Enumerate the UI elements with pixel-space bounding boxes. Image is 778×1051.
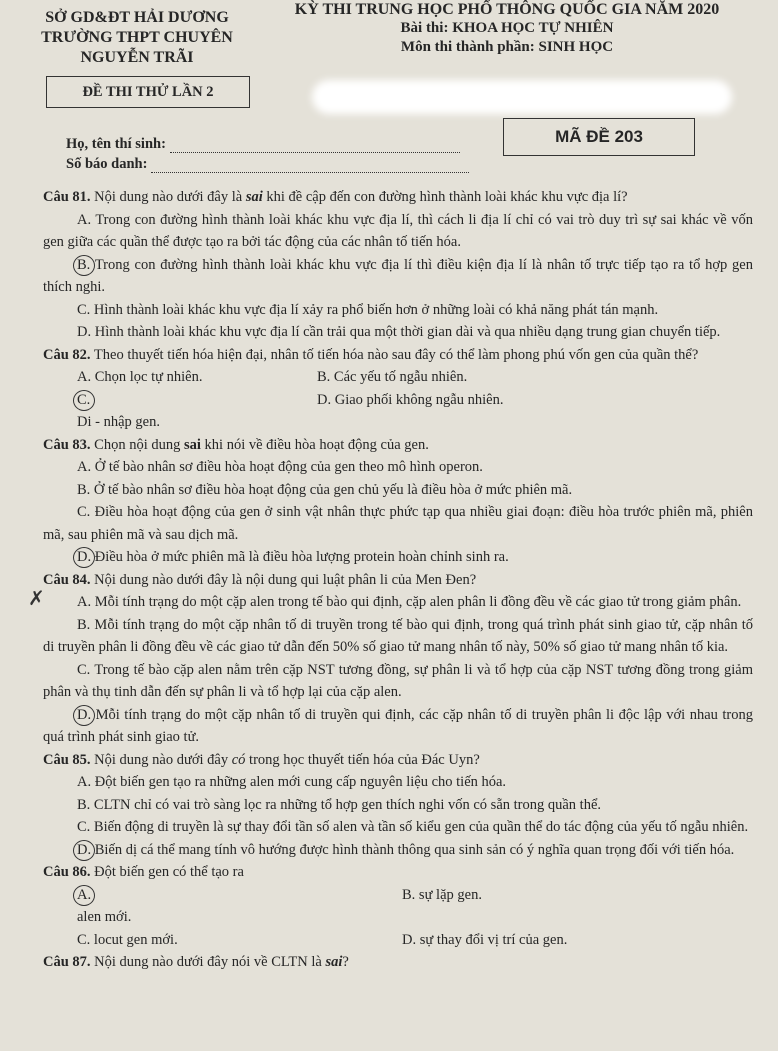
redaction-blur <box>312 80 732 114</box>
question-83-option-b: B. Ở tế bào nhân sơ điều hòa hoạt động của gen chủ yếu là điều hòa ở mức phiên mã. <box>77 481 573 498</box>
exam-code-box: MÃ ĐỀ 203 <box>503 118 695 156</box>
exam-subject: Môn thi thành phần: SINH HỌC <box>400 39 614 55</box>
question-81: Câu 81. Nội dung nào dưới đây là sai khi đề cập đến con đường hình thành loài khác khu vực địa lí? <box>43 189 628 205</box>
question-83-option-c: C. Điều hòa hoạt động của gen ở sinh vật nhân thực phức tạp qua nhiều giai đoạn: điều hòa trước phiên mã, phiên mã, sau phiên mã và sau dịch mã. <box>43 504 753 543</box>
question-83-option-a: A. Ở tế bào nhân sơ điều hòa hoạt động của gen theo mô hình operon. <box>77 459 483 475</box>
question-82-option-d: D. Giao phối không ngẫu nhiên. <box>317 391 504 408</box>
candidate-name-blank <box>170 138 460 153</box>
candidate-id-line <box>66 156 469 173</box>
question-82-option-b: B. Các yếu tố ngẫu nhiên. <box>317 369 468 385</box>
school-name-2: NGUYỄN TRÃI <box>80 49 194 66</box>
issuer-header <box>22 8 252 68</box>
question-84-option-d: D. Mỗi tính trạng do một cặp nhân tố di truyền qui định, các cặp nhân tố di truyền phân li độc lập với nhau trong quá trình phát sinh giao tử. <box>43 704 753 749</box>
question-84-option-a: A. Mỗi tính trạng do một cặp alen trong tế bào qui định, cặp alen phân li đồng đều về các giao tử trong giảm phân. <box>77 594 742 610</box>
question-86-option-d: D. sự thay đổi vị trí của gen. <box>402 931 568 948</box>
question-81-option-a: A. Trong con đường hình thành loài khác khu vực địa lí, thì cách li địa lí chỉ có vai trò duy trì sự sai khác về vốn gen giữa các quần thể được tạo ra bởi tác động của các nhân tố tiến hóa. <box>43 211 753 250</box>
question-86: Câu 86. Đột biến gen có thể tạo ra <box>43 864 244 880</box>
answer-circle-icon: D. <box>77 704 91 727</box>
exam-header <box>262 0 752 57</box>
question-83: Câu 83. Chọn nội dung sai khi nói về điều hòa hoạt động của gen. <box>43 436 429 453</box>
exam-subject-group: Bài thi: KHOA HỌC TỰ NHIÊN <box>400 20 614 36</box>
question-82-options-row-1 <box>43 366 753 389</box>
question-82-option-a: A. Chọn lọc tự nhiên. <box>77 369 203 385</box>
answer-circle-icon: D. <box>77 839 91 862</box>
trial-label-box: ĐỀ THI THỬ LẦN 2 <box>46 76 250 108</box>
question-85: Câu 85. Nội dung nào dưới đây có trong học thuyết tiến hóa của Đác Uyn? <box>43 751 480 768</box>
question-83-option-d: D. Điều hòa ở mức phiên mã là điều hòa lượng protein hoàn chỉnh sinh ra. <box>43 546 753 569</box>
question-82-option-c: C. Di - nhập gen. <box>77 389 317 434</box>
question-85-option-d: D. Biến dị cá thể mang tính vô hướng được hình thành thông qua sinh sản có ý nghĩa quan trọng đối với tiến hóa. <box>43 839 753 862</box>
answer-circle-icon: D. <box>77 546 91 569</box>
question-86-options-row-1 <box>43 884 753 929</box>
question-81-option-c: C. Hình thành loài khác khu vực địa lí xảy ra phổ biến hơn ở những loài có khả năng phát tán mạnh. <box>77 301 659 318</box>
question-82: Câu 82. Theo thuyết tiến hóa hiện đại, nhân tố tiến hóa nào sau đây có thể làm phong phú vốn gen của quần thể? <box>43 346 699 363</box>
question-85-option-a: A. Đột biến gen tạo ra những alen mới cung cấp nguyên liệu cho tiến hóa. <box>77 774 507 790</box>
candidate-name-line <box>66 136 460 153</box>
answer-circle-icon: A. <box>77 884 402 907</box>
question-86-options-row-2 <box>43 929 753 952</box>
question-85-option-c: C. Biến động di truyền là sự thay đổi tần số alen và tần số kiểu gen của quần thể do tác động của yếu tố ngẫu nhiên. <box>77 819 749 835</box>
candidate-id-label: Số báo danh: <box>66 156 148 172</box>
question-86-option-c: C. locut gen mới. <box>77 931 178 948</box>
question-84: Câu 84. Nội dung nào dưới đây là nội dung qui luật phân li của Men Đen? <box>43 571 477 588</box>
question-list <box>43 186 753 974</box>
question-81-option-d: D. Hình thành loài khác khu vực địa lí cần trải qua một thời gian dài và qua nhiều dạng trung gian chuyển tiếp. <box>77 324 721 340</box>
exam-title: KỲ THI TRUNG HỌC PHỔ THÔNG QUỐC GIA NĂM 2020 <box>294 1 720 18</box>
answer-circle-icon: C. <box>77 389 317 412</box>
question-82-options-row-2 <box>43 389 753 434</box>
school-name: TRƯỜNG THPT CHUYÊN <box>41 29 233 46</box>
department-name: SỞ GD&ĐT HẢI DƯƠNG <box>45 9 229 26</box>
question-84-option-c: C. Trong tế bào cặp alen nằm trên cặp NST tương đồng, sự phân li và tổ hợp của cặp NST tương đồng trong giảm phân và thụ tinh dẫn đến sự phân li và tổ hợp lại của cặp alen. <box>43 661 753 700</box>
question-81-option-b: B. Trong con đường hình thành loài khác khu vực địa lí thì điều kiện địa lí là nhân tố trực tiếp tạo ra tổ hợp gen thích nghi. <box>43 254 753 299</box>
question-85-option-b: B. CLTN chỉ có vai trò sàng lọc ra những tổ hợp gen thích nghi vốn có sẵn trong quần thể. <box>77 796 602 813</box>
question-86-option-b: B. sự lặp gen. <box>402 886 482 903</box>
cross-mark-icon: ✗ <box>28 586 45 610</box>
question-87: Câu 87. Nội dung nào dưới đây nói về CLTN là sai? <box>43 954 349 970</box>
candidate-name-label: Họ, tên thí sinh: <box>66 136 166 152</box>
question-86-option-a: A. alen mới. <box>77 884 402 929</box>
candidate-id-blank <box>151 158 469 173</box>
question-84-option-b: B. Mỗi tính trạng do một cặp nhân tố di truyền trong tế bào qui định, trong quá trình phát sinh giao tử, cặp nhân tố di truyền phân li đồng đều về các giao tử dẫn đến 50% số giao tử mang nhân tố này, 50% số giao tử mang nhân tố kia. <box>43 616 753 655</box>
answer-circle-icon: B. <box>77 254 90 277</box>
